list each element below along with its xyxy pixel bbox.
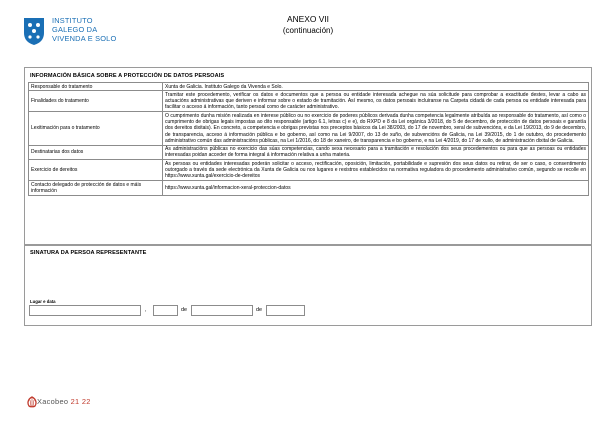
row-label: Exercicio de dereitos	[29, 160, 163, 181]
row-value: As administracións públicas no exercicio das súas competencias, cando sexa necesario para a tramitación e resolución dos seus procedementos ou para que as persoas ou entidades interesadas poidan acceder de forma integral á información relativa a unha materia.	[163, 145, 589, 160]
annex-title: ANEXO VII	[287, 14, 329, 24]
signature-section	[24, 245, 592, 326]
xacobeo-logo	[37, 397, 91, 406]
data-protection-title: INFORMACIÓN BÁSICA SOBRE A PROTECCIÓN DE DATOS PERSOAIS	[30, 73, 225, 79]
table-row	[29, 181, 589, 196]
de-separator-2: de	[256, 307, 262, 313]
table-row	[29, 112, 589, 145]
row-value: https://www.xunta.gal/informacion-xeral-proteccion-datos	[163, 181, 589, 196]
org-line-1: INSTITUTO	[52, 16, 93, 25]
annex-heading	[0, 14, 616, 36]
place-date-label: Lugar e data	[30, 299, 56, 304]
org-line-2: GALEGO DA	[52, 25, 98, 34]
row-value: Tramitar este procedemento, verificar os datos e documentos que a persoa ou entidade interesada achegue na súa solicitude para comprobar a exactitude destes, levar a cabo as actuacións administrativas que deriven e informar sobre o estado de tramitación. Así mesmo, os datos persoais incluiranse na Carpeta cidadá de cada persoa ou entidade interesada para facilitar o acceso á información, tanto persoal como de carácter administrativo.	[163, 91, 589, 112]
comma-separator: ,	[145, 307, 147, 313]
xacobeo-shell-icon	[27, 396, 37, 408]
annex-subtitle: (continuación)	[282, 26, 334, 35]
data-protection-table	[28, 82, 589, 196]
row-label: Contacto delegado de protección de datos e máis información	[29, 181, 163, 196]
table-row	[29, 160, 589, 181]
year-field[interactable]	[266, 305, 305, 316]
de-separator-1: de	[181, 307, 187, 313]
row-label: Responsable do tratamento	[29, 83, 163, 91]
row-label: Finalidades do tratamento	[29, 91, 163, 112]
table-row	[29, 91, 589, 112]
row-value: As persoas ou entidades interesadas poderán solicitar o acceso, rectificación, oposición, limitación, portabilidade e supresión dos seus datos ou retirar, de ser o caso, o consentimento outorgado a través da sede electrónica da Xunta de Galicia ou nos lugares e rexistros establecidos na normativa reguladora do procedemento administrativo común, segundo se recolle en https://www.xunta.gal/exercicio-de-dereitos	[163, 160, 589, 181]
signature-title: SINATURA DA PERSOA REPRESENTANTE	[30, 250, 147, 256]
table-row	[29, 145, 589, 160]
brand-word: Xacobeo	[37, 397, 69, 406]
data-protection-section	[24, 67, 592, 245]
brand-years: 21 22	[70, 397, 91, 406]
row-value: Xunta de Galicia. Instituto Galego da Vivenda e Solo.	[163, 83, 589, 91]
table-row	[29, 83, 589, 91]
day-field[interactable]	[153, 305, 178, 316]
month-field[interactable]	[191, 305, 253, 316]
row-label: Lexitimación para o tratamento	[29, 112, 163, 145]
row-value: O cumprimento dunha misión realizada en interese público ou no exercicio de poderes públicos derivada dunha competencia legalmente atribuída ao responsable do tratamento, así como o cumprimento de obrigas legais impostas ao dito responsable (artigo 6.1, letras c) e e), do RXPD e 8 da Lei orgánica 3/2018, do 5 de decembro, de protección de datos persoais e garantía dos dereitos dixitais). En concreto, a competencia e obrigas previstas nos preceptos básicos da Lei 38/2003, do 17 de novembro, xeral de subvencións, e da Lei 19/2013, do 9 de decembro, de transparencia, acceso á información pública e bo goberno, así como na Lei 9/2007, do 13 de xuño, de subvencións de Galicia, na Lei 39/2015, do 1 de outubro, do procedemento administrativo común das administracións públicas, na Lei 1/2016, do 18 de xaneiro, de transparencia e bo goberno, e na Lei 4/2019, do 17 de xullo, de administración dixital de Galicia.	[163, 112, 589, 145]
org-line-3: VIVENDA E SOLO	[52, 34, 117, 43]
row-label: Destinatarias dos datos	[29, 145, 163, 160]
place-field[interactable]	[29, 305, 141, 316]
